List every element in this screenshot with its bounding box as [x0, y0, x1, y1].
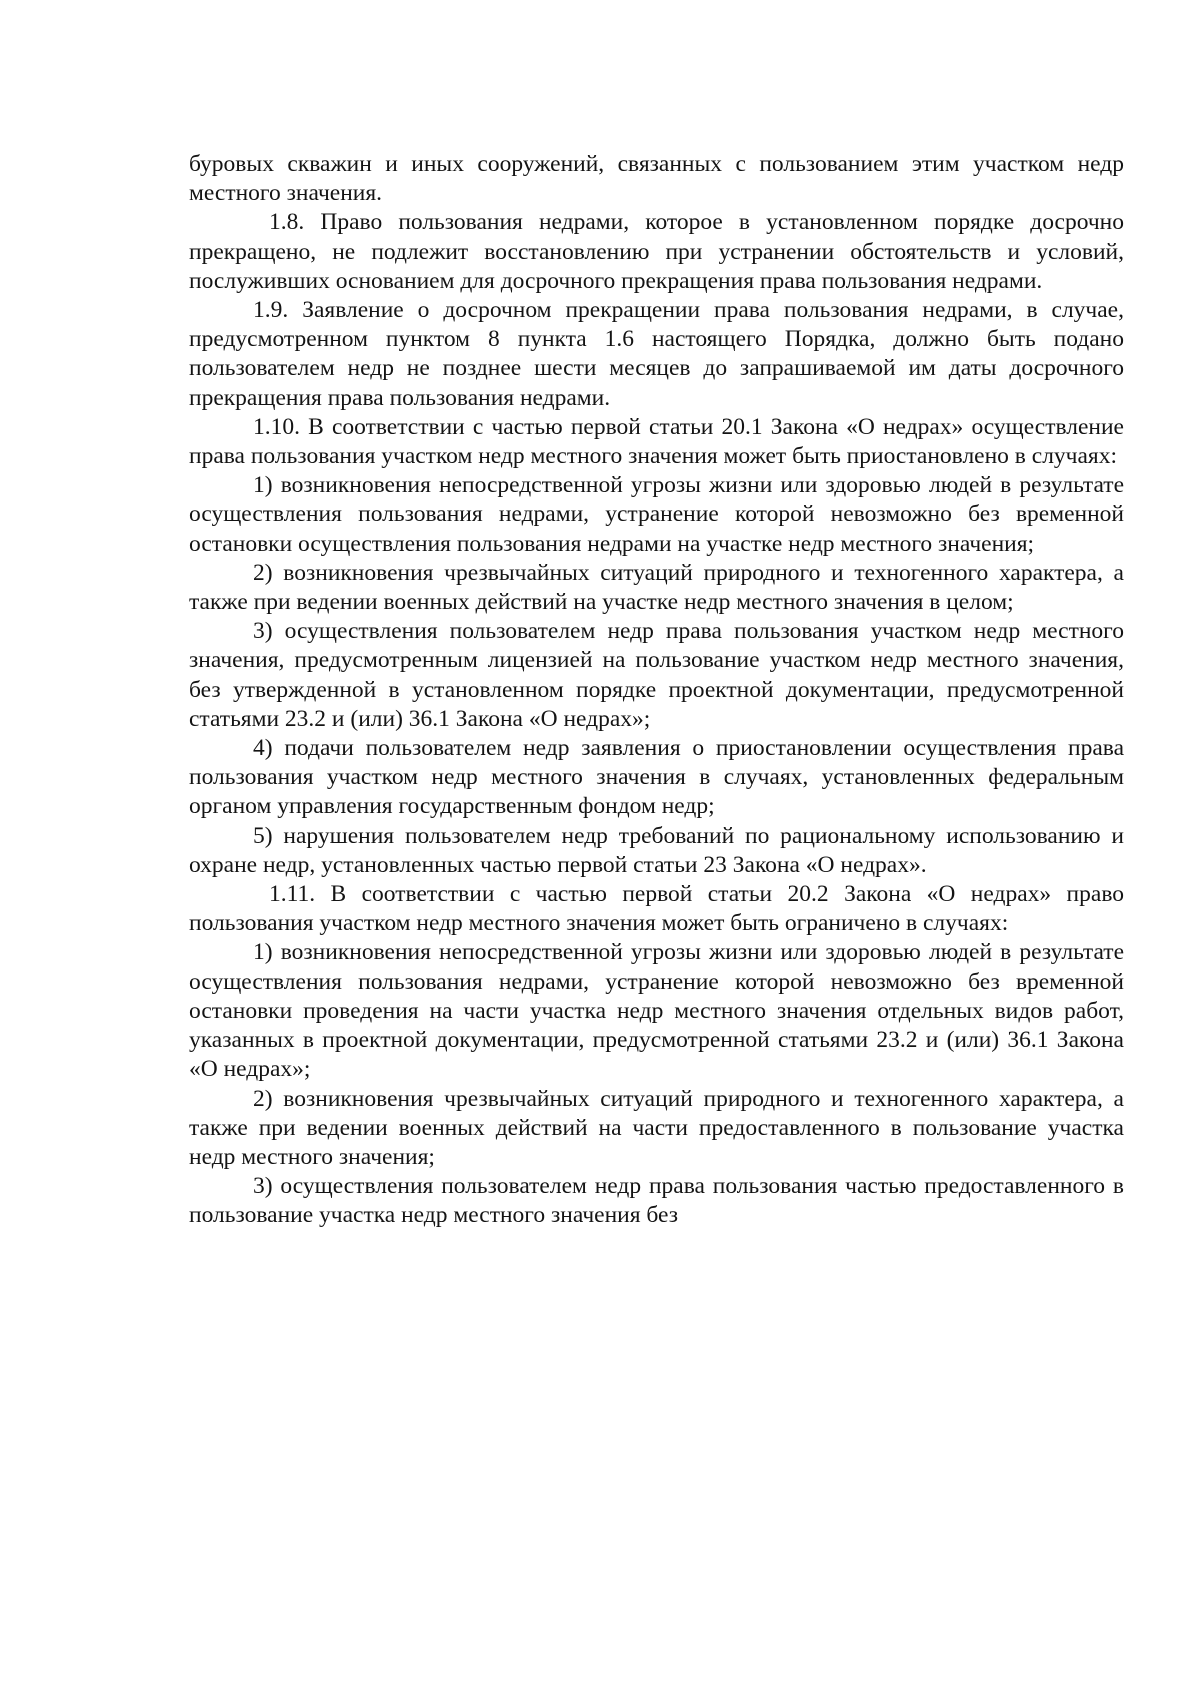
paragraph-1-10-item-4: 4) подачи пользователем недр заявления о приостановлении осуществления права пользования участком недр местного значения в случаях, установленных федеральным органом управления государственным фондом недр;: [189, 735, 1124, 820]
paragraph-continuation: буровых скважин и иных сооружений, связанных с пользованием этим участком недр местного значения.: [189, 151, 1124, 207]
paragraph-1-8: 1.8. Право пользования недрами, которое в установленном порядке досрочно прекращено, не подлежит восстановлению при устранении обстоятельств и условий, послуживших основанием для досрочного прекращения права пользования недрами.: [189, 209, 1124, 294]
paragraph-1-9: 1.9. Заявление о досрочном прекращении права пользования недрами, в случае, предусмотренном пунктом 8 пункта 1.6 настоящего Порядка, должно быть подано пользователем недр не позднее шести месяцев до запрашиваемой им даты досрочного прекращения права пользования недрами.: [189, 297, 1124, 411]
paragraph-1-10-item-3: 3) осуществления пользователем недр права пользования участком недр местного значения, предусмотренным лицензией на пользование участком недр местного значения, без утвержденной в установленном порядке проектной документации, предусмотренной статьями 23.2 и (или) 36.1 Закона «О недрах»;: [189, 618, 1124, 732]
paragraph-1-11-item-1: 1) возникновения непосредственной угрозы жизни или здоровью людей в результате осуществления пользования недрами, устранение которой невозможно без временной остановки проведения на части участка недр местного значения отдельных видов работ, указанных в проектной документации, предусмотренной статьями 23.2 и (или) 36.1 Закона «О недрах»;: [189, 939, 1124, 1083]
paragraph-1-11-item-2: 2) возникновения чрезвычайных ситуаций природного и техногенного характера, а также при ведении военных действий на части предоставленного в пользование участка недр местного значения;: [189, 1085, 1124, 1170]
paragraph-1-10-item-5: 5) нарушения пользователем недр требований по рациональному использованию и охране недр, установленных частью первой статьи 23 Закона «О недрах».: [189, 822, 1124, 878]
document-page: [189, 150, 1124, 1231]
paragraph-1-11: 1.11. В соответствии с частью первой статьи 20.2 Закона «О недрах» право пользования участком недр местного значения может быть ограничено в случаях:: [189, 881, 1124, 937]
paragraph-1-10-item-2: 2) возникновения чрезвычайных ситуаций природного и техногенного характера, а также при ведении военных действий на участке недр местного значения в целом;: [189, 559, 1124, 616]
paragraph-1-10-item-1: 1) возникновения непосредственной угрозы жизни или здоровью людей в результате осуществления пользования недрами, устранение которой невозможно без временной остановки осуществления пользования недрами на участке недр местного значения;: [189, 472, 1124, 557]
paragraph-1-10: 1.10. В соответствии с частью первой статьи 20.1 Закона «О недрах» осуществление права пользования участком недр местного значения может быть приостановлено в случаях:: [189, 413, 1124, 470]
paragraph-1-11-item-3: 3) осуществления пользователем недр права пользования частью предоставленного в пользование участка недр местного значения без: [189, 1173, 1124, 1229]
